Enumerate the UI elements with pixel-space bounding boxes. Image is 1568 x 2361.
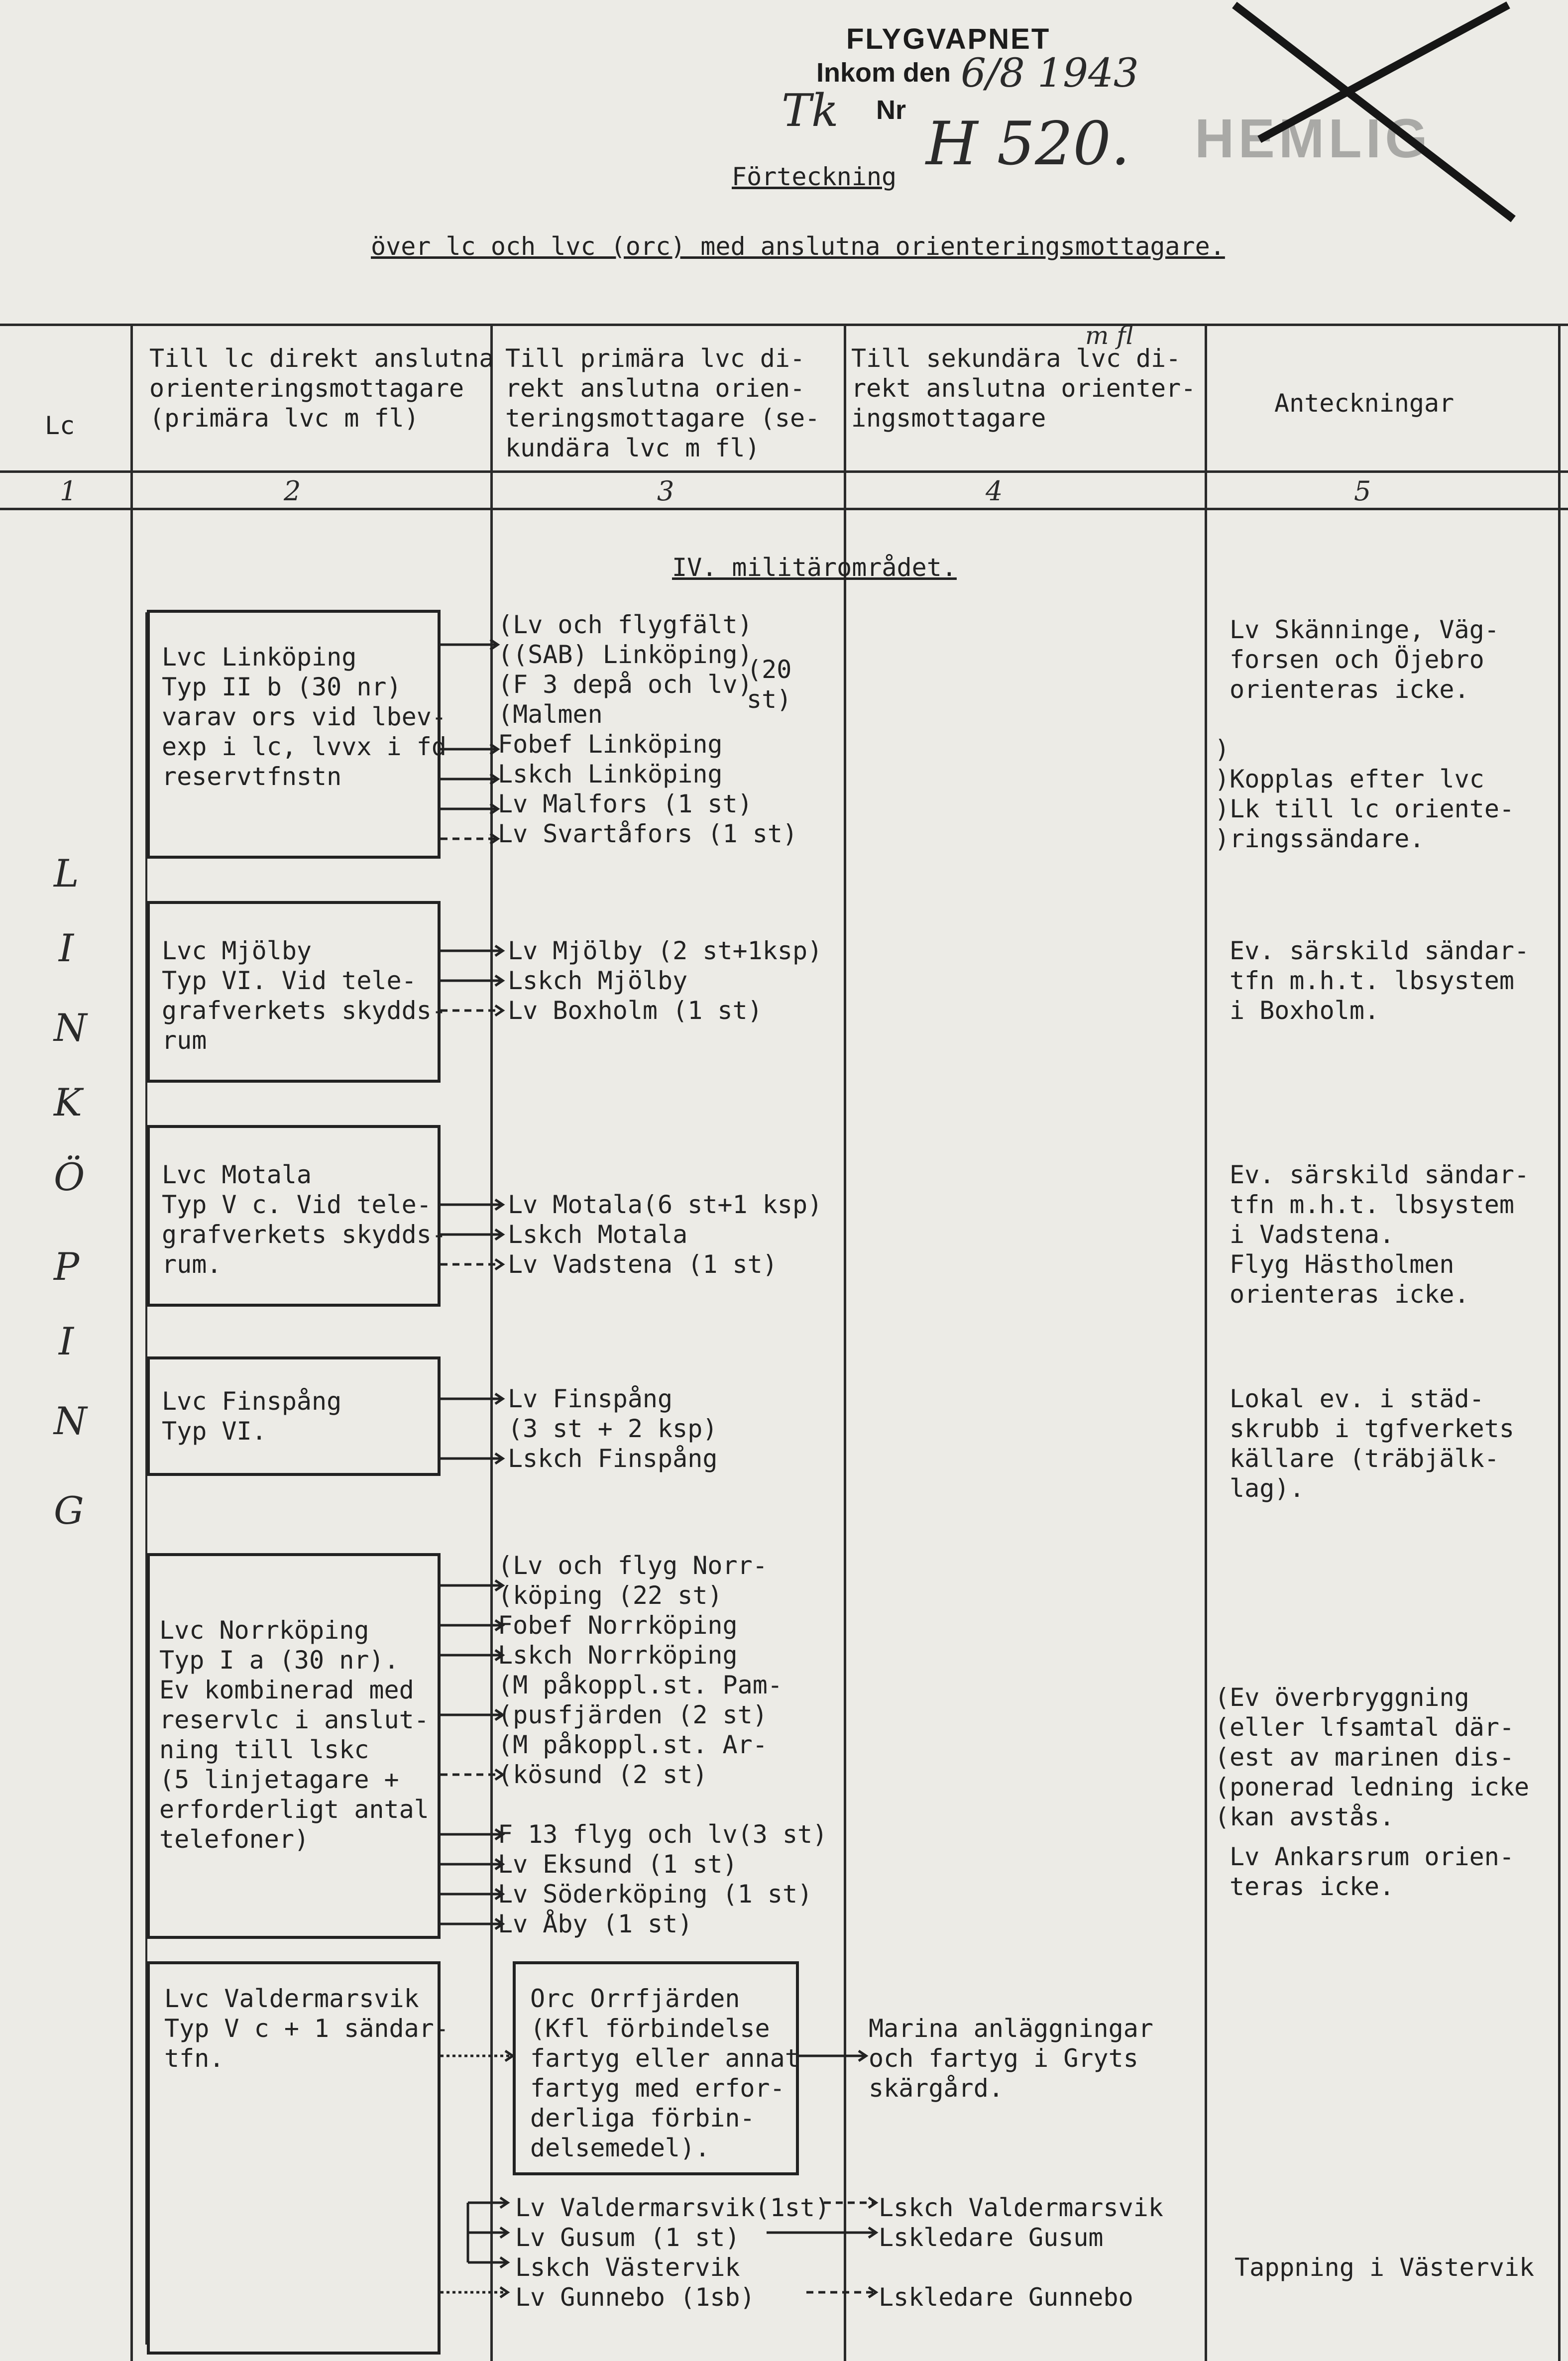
lc-letter: K — [54, 1080, 82, 1124]
lc-letter: I — [59, 926, 74, 970]
row5-note-b: Lv Ankarsrum orien- teras icke. — [1230, 1842, 1514, 1901]
lvc-mjolby-text: Lvc Mjölby Typ VI. Vid tele- grafverkets skydds- rum — [162, 936, 447, 1055]
col-number-4: 4 — [986, 475, 1003, 507]
stamp-nr-prefix: Tk — [782, 85, 839, 137]
row2-receivers: Lv Mjölby (2 st+1ksp) Lskch Mjölby Lv Boxholm (1 st) — [508, 936, 823, 1025]
row2-note: Ev. särskild sändar- tfn m.h.t. lbsystem i Boxholm. — [1230, 936, 1530, 1025]
stamp-inkom-date: 6/8 1943 — [961, 50, 1139, 96]
lc-letter: Ö — [54, 1155, 85, 1199]
lc-letter: P — [54, 1244, 80, 1289]
col-divider-1 — [130, 324, 133, 2361]
stamp-nr-label: Nr — [876, 95, 906, 125]
lvc-linkoping-text: Lvc Linköping Typ II b (30 nr) varav ors vid lbev- exp i lc, lvvx i fd reservtfnstn — [162, 643, 447, 791]
row6-arrows — [438, 2026, 886, 2355]
cross-out-mark — [1205, 0, 1523, 229]
col-header-4: Till sekundära lvc di- rekt anslutna orienter- ingsmottagare — [851, 344, 1196, 433]
section-title: IV. militärområdet. — [672, 553, 957, 582]
row4-arrows — [438, 1384, 508, 1483]
lvc-norrkoping-text: Lvc Norrköping Typ I a (30 nr). Ev kombinerad med reservlc i anslut- ning till lskc (5 linjetagare + erforderligt antal telefoner) — [159, 1616, 429, 1854]
col-header-2: Till lc direkt anslutna orienteringsmottagare (primära lvc m fl) — [149, 344, 494, 433]
marina-text: Marina anläggningar och fartyg i Gryts skärgård. — [869, 2014, 1153, 2103]
lvc-finspang-text: Lvc Finspång Typ VI. — [162, 1387, 342, 1446]
row2-arrows — [438, 936, 508, 1035]
row4-receivers: Lv Finspång (3 st + 2 ksp) Lskch Finspång — [508, 1384, 718, 1473]
page-title: Förteckning — [732, 162, 897, 191]
col-header-lc: Lc — [45, 411, 75, 440]
col-divider-4 — [1205, 324, 1207, 2361]
row4-note: Lokal ev. i städ- skrubb i tgfverkets källare (träbjälk- lag). — [1230, 1384, 1514, 1503]
row1-note-b: ) )Kopplas efter lvc )Lk till lc oriente- )ringssändare. — [1215, 735, 1515, 853]
row6-note: Tappning i Västervik — [1234, 2253, 1535, 2282]
col-number-5: 5 — [1354, 475, 1371, 507]
col-divider-right — [1558, 324, 1561, 2361]
stamp-inkom-label: Inkom den — [816, 58, 951, 88]
table-top-rule — [0, 324, 1568, 326]
row1-note-a: Lv Skänninge, Väg- forsen och Öjebro orienteras icke. — [1230, 615, 1499, 704]
faded-stamp: HEMLIG — [1195, 108, 1432, 169]
row3-note: Ev. särskild sändar- tfn m.h.t. lbsystem i Vadstena. Flyg Hästholmen orienteras icke. — [1230, 1160, 1530, 1309]
header-bottom-rule — [0, 470, 1568, 473]
row3-receivers: Lv Motala(6 st+1 ksp) Lskch Motala Lv Vadstena (1 st) — [508, 1190, 823, 1279]
lc-letter: L — [54, 851, 79, 896]
row1-receivers-count: (20 st) — [747, 655, 792, 714]
row6-secondary: Lskch Valdermarsvik Lskledare Gusum Lskledare Gunnebo — [879, 2193, 1163, 2312]
col-number-2: 2 — [284, 475, 301, 507]
row6-receivers: Lv Valdermarsvik(1st) Lv Gusum (1 st) Lskch Västervik Lv Gunnebo (1sb) — [515, 2193, 830, 2312]
handwritten-mfl: m fl — [1085, 321, 1133, 350]
lvc-valdermarsvik-text: Lvc Valdermarsvik Typ V c + 1 sändar- tfn. — [164, 1984, 449, 2073]
lc-letter: G — [54, 1488, 84, 1533]
lc-letter: N — [54, 1006, 87, 1050]
orc-orrfjarden-text: Orc Orrfjärden (Kfl förbindelse fartyg eller annat fartyg med erfor- derliga förbin- delsemedel). — [530, 1984, 800, 2162]
page-subtitle: över lc och lvc (orc) med anslutna orienteringsmottagare. — [371, 232, 1225, 261]
row5-note-a: (Ev överbryggning (eller lfsamtal där- (est av marinen dis- (ponerad ledning icke (kan avstås. — [1215, 1683, 1530, 1831]
lc-letter: I — [59, 1319, 74, 1363]
row5-arrows — [438, 1551, 508, 1939]
row5-receivers: (Lv och flyg Norr- (köping (22 st) Fobef Norrköping Lskch Norrköping (M påkoppl.st. Pam- (pusfjärden (2 st) (M påkoppl.st. Ar- (kösund (2 st) F 13 flyg och lv(3 st) Lv Eksund (1 st) Lv Söderköping (1 st) Lv Åby (1 st) — [498, 1551, 828, 1938]
col-number-1: 1 — [60, 475, 77, 507]
row1-receivers: (Lv och flygfält) ((SAB) Linköping) (F 3 depå och lv) (Malmen Fobef Linköping Lskch Linköping Lv Malfors (1 st) Lv Svartåfors (1 st) — [498, 610, 798, 848]
col-header-3: Till primära lvc di- rekt anslutna orien- teringsmottagare (se- kundära lvc m fl) — [505, 344, 820, 462]
lc-letter: N — [54, 1399, 87, 1443]
col-number-3: 3 — [657, 475, 674, 507]
row3-arrows — [438, 1190, 508, 1289]
lvc-motala-text: Lvc Motala Typ V c. Vid tele- grafverkets skydds- rum. — [162, 1160, 447, 1279]
stamp-org: FLYGVAPNET — [846, 23, 1051, 55]
col-header-5: Anteckningar — [1274, 389, 1455, 418]
stamp-nr-value: H 520. — [926, 110, 1130, 179]
row1-arrows — [438, 610, 503, 859]
numbers-bottom-rule — [0, 508, 1568, 510]
